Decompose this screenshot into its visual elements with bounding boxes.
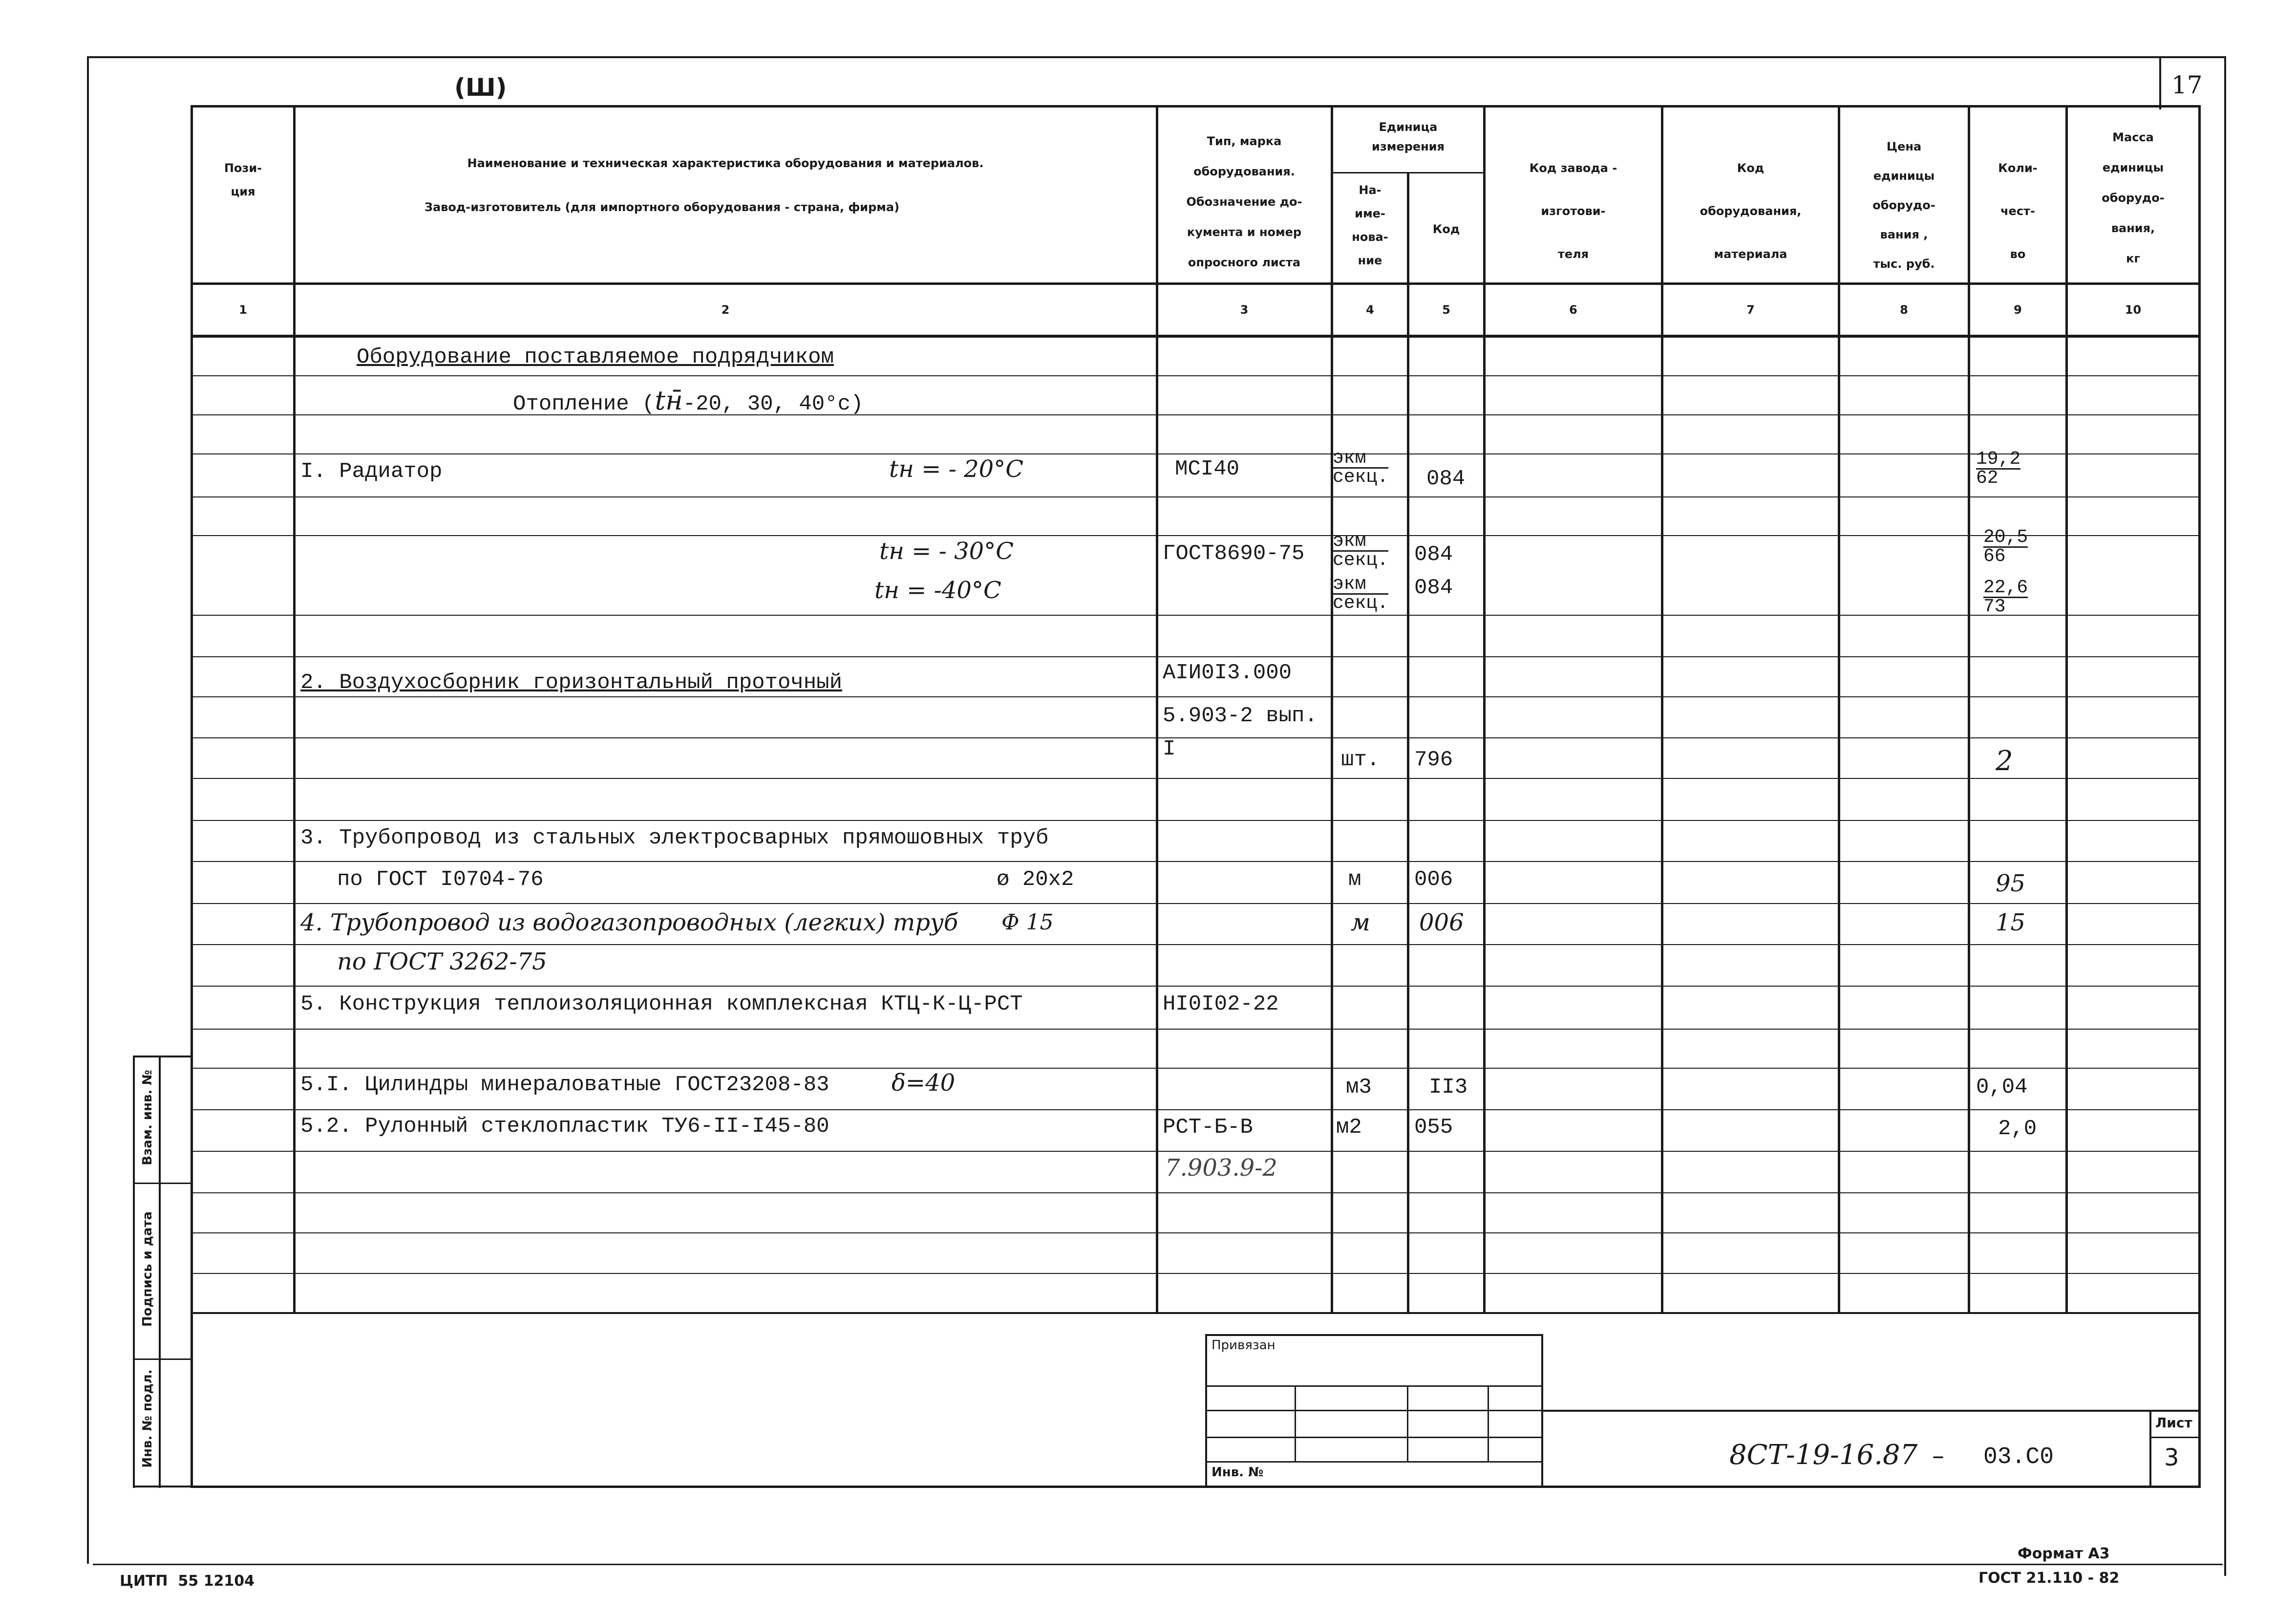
radiator-code-1: 084 — [1426, 467, 1466, 491]
colnum-7: 7 — [1746, 303, 1755, 317]
colnum-1: 1 — [239, 303, 247, 317]
cylinders-name: 5.I. Цилиндры минераловатные ГОСТ23208-83 — [300, 1073, 829, 1097]
doc-suffix: 03.С0 — [1983, 1444, 2054, 1470]
colnum-5: 5 — [1442, 303, 1450, 317]
air-collector-code: 796 — [1414, 748, 1453, 772]
colnum-4: 4 — [1366, 303, 1374, 317]
radiator-unit-1: экм секц. — [1333, 448, 1389, 488]
doc-dash: – — [1932, 1442, 1944, 1470]
pipe-steel-dim: ø 20х2 — [997, 867, 1074, 892]
radiator-unit-2: экм секц. — [1333, 531, 1389, 571]
header-quantity: Коли- чест- во — [1998, 161, 2038, 261]
insulation-name: 5. Конструкция теплоизоляционная комплексная КТЦ-К-Ц-РСТ — [300, 992, 1023, 1016]
radiator-temp-20: tн = - 20°C — [889, 455, 1023, 483]
side-label-inv-orig: Инв. № подл. — [140, 1369, 155, 1468]
cylinders-unit: м3 — [1346, 1075, 1372, 1099]
colnum-9: 9 — [2014, 303, 2022, 317]
section-title: Оборудование поставляемое подрядчиком — [357, 345, 834, 369]
stamp-code: ЦИТП 55 12104 — [120, 1573, 255, 1590]
subtitle-suffix: -20, 30, 40°с) — [682, 392, 864, 416]
pipe-gas-gost: по ГОСТ 3262-75 — [337, 948, 547, 975]
subtitle-temp: tн̄ — [655, 385, 683, 416]
radiator-unit-3: экм секц. — [1333, 574, 1389, 614]
radiator-code-3: 084 — [1414, 576, 1453, 600]
air-collector-unit: шт. — [1341, 748, 1380, 772]
colnum-2: 2 — [721, 303, 730, 317]
pipe-steel-unit: м — [1348, 867, 1361, 892]
frame-right — [2224, 56, 2226, 1576]
air-collector-type-2: 5.903-2 вып. — [1163, 704, 1318, 728]
pipe-gas-name: 4. Трубопровод из водогазопроводных (легких) труб — [300, 909, 958, 936]
header-name-line2: Завод-изготовитель (для импортного оборудования - страна, фирма) — [424, 200, 900, 214]
stamp-inv-label: Инв. № — [1212, 1465, 1264, 1480]
pipe-gas-unit: м — [1351, 909, 1370, 936]
colnum-6: 6 — [1569, 303, 1577, 317]
header-position: Пози- ция — [224, 161, 262, 198]
frame-top — [87, 56, 2224, 58]
radiator-temp-30: tн = - 30°C — [879, 538, 1014, 565]
fiberglass-ref: 7.903.9-2 — [1165, 1154, 1277, 1182]
fiberglass-qty: 2,0 — [1998, 1117, 2037, 1141]
air-collector-qty: 2 — [1996, 745, 2013, 777]
pipe-steel-name: 3. Трубопровод из стальных электросварных прямошовных труб — [300, 826, 1049, 850]
gost-label: ГОСТ 21.110 - 82 — [1978, 1570, 2120, 1587]
frame-bottom — [93, 1564, 2223, 1565]
stamp-attached-label: Привязан — [1212, 1338, 1276, 1353]
radiator-name: I. Радиатор — [300, 459, 443, 484]
pipe-gas-code: 006 — [1419, 909, 1464, 936]
cylinders-code: II3 — [1429, 1075, 1468, 1099]
colnum-8: 8 — [1900, 303, 1908, 317]
header-type: Тип, марка оборудования. Обозначение до- кумента и номер опросного листа — [1186, 134, 1302, 269]
header-unit-group: Единица измерения — [1372, 120, 1445, 153]
side-label-signature: Подпись и дата — [140, 1211, 155, 1327]
header-unit-code: Код — [1432, 222, 1460, 236]
radiator-qty-3: $\frac{22,6}{73}$ — [1983, 577, 2028, 617]
pipe-steel-code: 006 — [1414, 867, 1453, 892]
side-label-replace-inv: Взам. инв. № — [140, 1070, 155, 1165]
fiberglass-type: РСТ-Б-В — [1163, 1115, 1253, 1140]
format-label: Формат А3 — [2018, 1545, 2110, 1562]
header-unit-name: На- име- нова- ние — [1352, 183, 1388, 267]
air-collector-type-1: АIИ0I3.000 — [1163, 661, 1292, 685]
sheet-label: Лист — [2155, 1415, 2192, 1431]
radiator-code-2: 084 — [1414, 542, 1453, 567]
header-equipment-code: Код оборудования, материала — [1700, 161, 1802, 261]
fiberglass-code: 055 — [1414, 1115, 1453, 1140]
radiator-qty-1: $\frac{19,2}{62}$ — [1976, 449, 2021, 489]
pipe-gas-dim: Ф 15 — [1001, 910, 1054, 935]
air-collector-name: 2. Воздухосборник горизонтальный проточный — [300, 670, 842, 695]
radiator-qty-2: $\frac{20,5}{66}$ — [1983, 527, 2028, 567]
radiator-type: МСI40 — [1175, 457, 1240, 481]
sheet-number: 3 — [2164, 1444, 2179, 1471]
subtitle-prefix: Отопление ( — [513, 392, 655, 416]
fiberglass-name: 5.2. Рулонный стеклопластик ТУ6-II-I45-80 — [300, 1114, 829, 1139]
insulation-type: НI0I02-22 — [1163, 992, 1279, 1016]
colnum-10: 10 — [2125, 303, 2142, 317]
air-collector-type-3: I — [1163, 737, 1176, 761]
doc-designation: 8СТ-19-16.87 — [1729, 1439, 1918, 1471]
header-price: Цена единицы оборудо- вания , тыс. руб. — [1872, 140, 1935, 271]
pipe-steel-qty: 95 — [1996, 870, 2026, 897]
pipe-gas-qty: 15 — [1996, 909, 2026, 936]
section-mark: (Ш) — [454, 73, 507, 102]
colnum-3: 3 — [1240, 303, 1249, 317]
frame-left — [87, 56, 89, 1564]
pipe-steel-gost: по ГОСТ I0704-76 — [337, 867, 544, 892]
radiator-temp-40: tн = -40°C — [874, 577, 1001, 604]
cylinders-thickness: δ=40 — [892, 1069, 956, 1097]
header-mass: Масса единицы оборудо- вания, кг — [2102, 130, 2165, 265]
header-factory-code: Код завода - изготови- теля — [1529, 161, 1617, 261]
header-name-line1: Наименование и техническая характеристика оборудования и материалов. — [467, 156, 984, 170]
fiberglass-unit: м2 — [1336, 1115, 1362, 1140]
radiator-gost: ГОСТ8690-75 — [1163, 541, 1305, 566]
cylinders-qty: 0,04 — [1976, 1075, 2028, 1099]
section-subtitle — [513, 385, 863, 416]
page-corner-number: 17 — [2171, 71, 2203, 99]
